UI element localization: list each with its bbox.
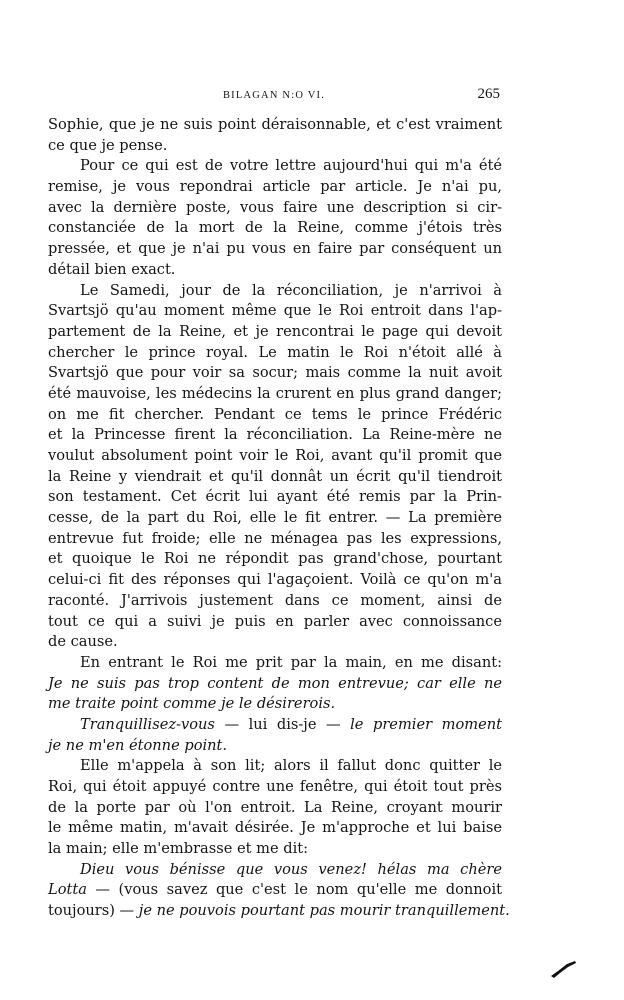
text-line <box>48 798 502 819</box>
text-line <box>48 508 502 529</box>
text-segment: le même matin, m'avait désirée. Je m'approche et lui baise <box>48 819 502 837</box>
text-line <box>48 612 502 633</box>
text-line <box>48 239 502 260</box>
text-line <box>48 549 502 570</box>
ink-mark-icon <box>548 959 578 979</box>
text-segment: Pour ce qui est de votre lettre aujourd'hui qui m'a été <box>80 157 502 175</box>
text-line <box>48 343 502 364</box>
text-line <box>48 529 502 550</box>
text-segment: — (vous savez que c'est le nom qu'elle me donnoit <box>86 881 502 899</box>
italic-text-segment: Je ne suis pas trop content de mon entrevue; car elle ne <box>48 674 502 692</box>
text-line <box>48 839 502 860</box>
text-segment: ce que je pense. <box>48 136 168 154</box>
text-segment: Roi, qui étoit appuyé contre une fenêtre, qui étoit tout près <box>48 778 502 795</box>
italic-text-segment: je ne m'en étonne point. <box>48 736 228 754</box>
text-segment: la main; elle m'embrasse et me dit: <box>48 840 309 858</box>
text-line <box>48 632 502 653</box>
text-segment: tout ce qui a suivi je puis en parler avec connoissance <box>48 612 502 630</box>
text-segment: Svartsjö que pour voir sa socur; mais comme la nuit avoit <box>48 364 502 382</box>
body-text <box>48 115 510 922</box>
text-line <box>48 715 502 736</box>
text-line <box>48 901 510 922</box>
text-segment: partement de la Reine, et je rencontrai le page qui devoit <box>48 322 502 340</box>
text-line <box>48 260 502 281</box>
text-line <box>48 880 502 901</box>
text-line <box>48 198 502 219</box>
text-segment: — lui dis-je — <box>214 715 351 733</box>
text-line <box>48 487 502 508</box>
text-line <box>48 136 502 157</box>
text-line <box>48 591 502 612</box>
text-segment: de cause. <box>48 633 118 651</box>
text-segment: Sophie, que je ne suis point déraisonnable, et c'est vraiment <box>48 116 502 133</box>
text-segment: toujours) — <box>48 902 139 920</box>
text-line <box>48 653 502 674</box>
text-segment: de la porte par où l'on entroit. La Reine, croyant mourir <box>48 798 502 816</box>
text-line <box>48 363 502 384</box>
text-line <box>48 860 502 881</box>
text-segment: remise, je vous repondrai article par article. Je n'ai pu, <box>48 178 502 196</box>
text-segment: Le Samedi, jour de la réconciliation, je n'arrivoi à <box>80 281 502 299</box>
text-line <box>48 177 502 198</box>
text-segment: la Reine y viendrait et qu'il donnât un écrit qu'il tiendroit <box>48 467 502 485</box>
text-segment: et quoique le Roi ne répondit pas grand'chose, pourtant <box>48 550 502 568</box>
text-line <box>48 115 502 136</box>
page-number: 265 <box>477 86 500 102</box>
italic-text-segment: je ne pouvois pourtant pas mourir tranquillement. <box>138 902 510 920</box>
text-segment: pressée, et que je n'ai pu vous en faire par conséquent un <box>48 240 502 258</box>
text-line <box>48 674 502 695</box>
italic-text-segment: le premier moment <box>350 715 502 733</box>
text-segment: constanciée de la mort de la Reine, comme j'étois très <box>48 219 502 237</box>
text-line <box>48 570 502 591</box>
text-segment: été mauvoise, les médecins la crurent en plus grand danger; <box>48 384 502 402</box>
text-line <box>48 777 502 798</box>
text-line <box>48 405 502 426</box>
text-line <box>48 425 502 446</box>
text-segment: son testament. Cet écrit lui ayant été remis par la Prin- <box>48 488 502 506</box>
text-segment: Elle m'appela à son lit; alors il fallut donc quitter le <box>80 757 502 775</box>
text-line <box>48 818 502 839</box>
italic-text-segment: Lotta <box>48 881 87 899</box>
text-segment: on me fit chercher. Pendant ce tems le prince Frédéric <box>48 405 502 423</box>
text-line <box>48 218 502 239</box>
text-segment: et la Princesse firent la réconciliation. La Reine-mère ne <box>48 426 502 444</box>
text-line <box>48 384 502 405</box>
text-line <box>48 736 502 757</box>
text-segment: En entrant le Roi me prit par la main, en me disant: <box>80 653 502 671</box>
text-segment: entrevue fut froide; elle ne ménagea pas les expressions, <box>48 529 502 547</box>
text-line <box>48 756 502 777</box>
text-line <box>48 694 502 715</box>
text-segment: cesse, de la part du Roi, elle le fit entrer. — La première <box>48 509 502 527</box>
text-segment: voulut absolument point voir le Roi, avant qu'il promit que <box>48 447 502 464</box>
italic-text-segment: Tranquillisez-vous <box>80 715 215 733</box>
text-line <box>48 446 502 467</box>
text-segment: avec la dernière poste, vous faire une description si cir- <box>48 198 502 216</box>
text-segment: Svartsjö qu'au moment même que le Roi entroit dans l'ap- <box>48 302 502 320</box>
running-head <box>48 86 500 106</box>
text-line <box>48 322 502 343</box>
text-segment: celui-ci fit des réponses qui l'agaçoient. Voilà ce qu'on m'a <box>48 571 502 589</box>
italic-text-segment: Dieu vous bénisse que vous venez! hélas ma chère <box>80 860 502 878</box>
text-segment: raconté. J'arrivois justement dans ce moment, ainsi de <box>48 591 502 609</box>
text-line <box>48 301 502 322</box>
running-title: BILAGAN N:O VI. <box>222 90 326 101</box>
text-segment: détail bien exact. <box>48 260 176 278</box>
text-line <box>48 281 502 302</box>
text-line <box>48 467 502 488</box>
italic-text-segment: me traite point comme je le désirerois. <box>48 695 336 713</box>
text-line <box>48 156 502 177</box>
text-segment: chercher le prince royal. Le matin le Roi n'étoit allé à <box>48 343 502 361</box>
